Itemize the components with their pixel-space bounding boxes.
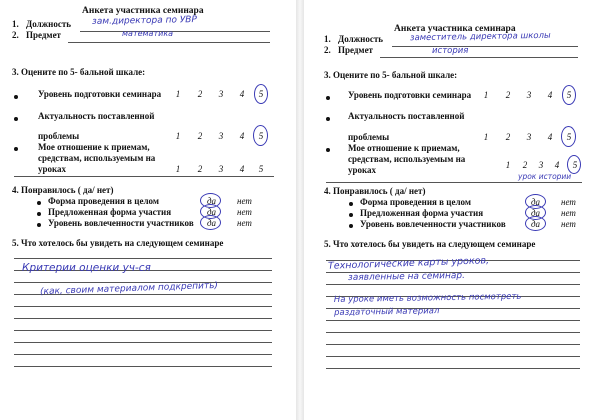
scale-5: 5: [258, 89, 264, 99]
q4-item-3: Уровень вовлеченности участников: [360, 219, 506, 229]
scale-2: 2: [505, 90, 511, 100]
answer-line: [14, 342, 272, 343]
no-option: нет: [561, 208, 576, 218]
bullet: [14, 95, 18, 99]
q4-title: 4. Понравилось ( да/ нет): [12, 185, 114, 195]
yes-option: да: [531, 208, 541, 218]
scale-3: 3: [538, 160, 544, 170]
attitude-label-1: Мое отношение к приемам,: [348, 143, 460, 153]
attitude-label-2: средствам, используемым на: [38, 153, 156, 163]
scale-5: 5: [566, 132, 572, 142]
scale-4: 4: [239, 89, 245, 99]
no-option: нет: [237, 196, 252, 206]
scale-1: 1: [483, 90, 489, 100]
answer-line: [326, 320, 580, 321]
q3-title: 3. Оцените по 5- бальной шкале:: [324, 70, 458, 80]
answer-line: [14, 258, 272, 259]
divider: [326, 182, 582, 183]
scale-1: 1: [483, 132, 489, 142]
yes-option: да: [207, 196, 217, 206]
survey-form-left: [0, 0, 296, 420]
q4-item-1: Форма проведения в целом: [48, 196, 159, 206]
yes-option: да: [531, 219, 541, 229]
attitude-label-3: уроках: [38, 164, 67, 174]
form-title: Анкета участника семинара: [394, 24, 516, 34]
bullet: [14, 147, 18, 151]
subject-label: Предмет: [26, 30, 61, 40]
problems-score-circle: [561, 126, 576, 147]
no-option: нет: [561, 197, 576, 207]
scale-3: 3: [218, 164, 224, 174]
survey-form-right: [304, 0, 600, 420]
level-label: Уровень подготовки семинара: [38, 89, 162, 99]
subject-value: история: [432, 46, 469, 56]
answer-line: [326, 284, 580, 285]
scale-2: 2: [197, 89, 203, 99]
scale-4: 4: [239, 164, 245, 174]
relevance-label: Актуальность поставленной: [348, 111, 465, 121]
q5-answer-line-1: Технологические карты уроков,: [327, 255, 490, 272]
answer-line: [326, 344, 580, 345]
bullet: [349, 202, 353, 206]
q3-title: 3. Оцените по 5- бальной шкале:: [12, 67, 146, 77]
bullet: [326, 96, 330, 100]
scale-4: 4: [547, 132, 553, 142]
position-value: заместитель директора школы: [409, 30, 551, 44]
position-number: 1.: [324, 34, 331, 44]
q4-answer-3-circle: [200, 215, 221, 230]
answer-line: [14, 306, 272, 307]
subject-label: Предмет: [338, 45, 373, 55]
attitude-note: урок истории: [518, 172, 572, 181]
q5-answer-line-1: Критерии оценки уч-ся: [22, 262, 151, 274]
scale-3: 3: [526, 132, 532, 142]
attitude-label-3: уроках: [348, 165, 377, 175]
relevance-label: Актуальность поставленной: [38, 111, 155, 121]
yes-option: да: [531, 197, 541, 207]
answer-line: [326, 356, 580, 357]
scale-1: 1: [505, 160, 511, 170]
problems-score-circle: [253, 125, 268, 146]
q4-item-2: Предложенная форма участия: [360, 208, 484, 218]
bullet: [37, 201, 41, 205]
scale-5: 5: [258, 164, 264, 174]
bullet: [37, 212, 41, 216]
q5-title: 5. Что хотелось бы увидеть на следующем семинаре: [324, 239, 536, 249]
q4-item-2: Предложенная форма участия: [48, 207, 172, 217]
scale-3: 3: [218, 89, 224, 99]
q5-answer-line-2: заявленные на семинар.: [347, 270, 466, 284]
answer-line: [14, 330, 272, 331]
yes-option: да: [207, 207, 217, 217]
q4-answer-3-circle: [525, 216, 546, 231]
q4-item-1: Форма проведения в целом: [360, 197, 471, 207]
answer-line: [326, 332, 580, 333]
attitude-label-1: Мое отношение к приемам,: [38, 142, 150, 152]
level-score-circle: [254, 84, 268, 104]
q4-title: 4. Понравилось ( да/ нет): [324, 186, 426, 196]
position-value: зам.директора по УВР: [91, 15, 197, 27]
no-option: нет: [237, 207, 252, 217]
divider: [14, 176, 274, 177]
q5-answer-line-3: На уроке иметь возможность посмотреть раздаточный материал: [333, 291, 522, 319]
subject-underline: [68, 42, 270, 43]
answer-line: [14, 354, 272, 355]
q5-title: 5. Что хотелось бы увидеть на следующем семинаре: [12, 238, 224, 248]
q5-answer-line-2: (как, своим материалом подкрепить): [39, 280, 219, 298]
answer-line: [326, 368, 580, 369]
level-score-circle: [562, 85, 576, 105]
yes-option: да: [207, 218, 217, 228]
q4-item-3: Уровень вовлеченности участников: [48, 218, 194, 228]
page-gutter: [296, 0, 304, 420]
bullet: [349, 213, 353, 217]
bullet: [326, 117, 330, 121]
scale-5: 5: [566, 90, 572, 100]
level-label: Уровень подготовки семинара: [348, 90, 472, 100]
scale-3: 3: [218, 131, 224, 141]
answer-line: [14, 366, 272, 367]
scale-2: 2: [197, 131, 203, 141]
answer-line: [14, 318, 272, 319]
no-option: нет: [237, 218, 252, 228]
scale-4: 4: [554, 160, 560, 170]
scale-2: 2: [197, 164, 203, 174]
position-underline: [80, 31, 270, 32]
position-label: Должность: [26, 19, 72, 29]
scale-5: 5: [572, 160, 578, 170]
scale-1: 1: [175, 89, 181, 99]
position-label: Должность: [338, 34, 384, 44]
problems-label: проблемы: [348, 132, 390, 142]
subject-underline: [380, 57, 578, 58]
bullet: [37, 223, 41, 227]
subject-number: 2.: [12, 30, 19, 40]
scale-1: 1: [175, 164, 181, 174]
scale-1: 1: [175, 131, 181, 141]
scale-4: 4: [239, 131, 245, 141]
scale-4: 4: [547, 90, 553, 100]
problems-label: проблемы: [38, 131, 80, 141]
attitude-label-2: средствам, используемым на: [348, 154, 466, 164]
no-option: нет: [561, 219, 576, 229]
position-underline: [392, 46, 578, 47]
bullet: [349, 224, 353, 228]
subject-value: математика: [122, 29, 174, 38]
position-number: 1.: [12, 19, 19, 29]
form-title: Анкета участника семинара: [82, 6, 204, 16]
bullet: [14, 117, 18, 121]
bullet: [326, 148, 330, 152]
scale-2: 2: [522, 160, 528, 170]
subject-number: 2.: [324, 45, 331, 55]
scale-2: 2: [505, 132, 511, 142]
scale-3: 3: [526, 90, 532, 100]
scale-5: 5: [258, 131, 264, 141]
